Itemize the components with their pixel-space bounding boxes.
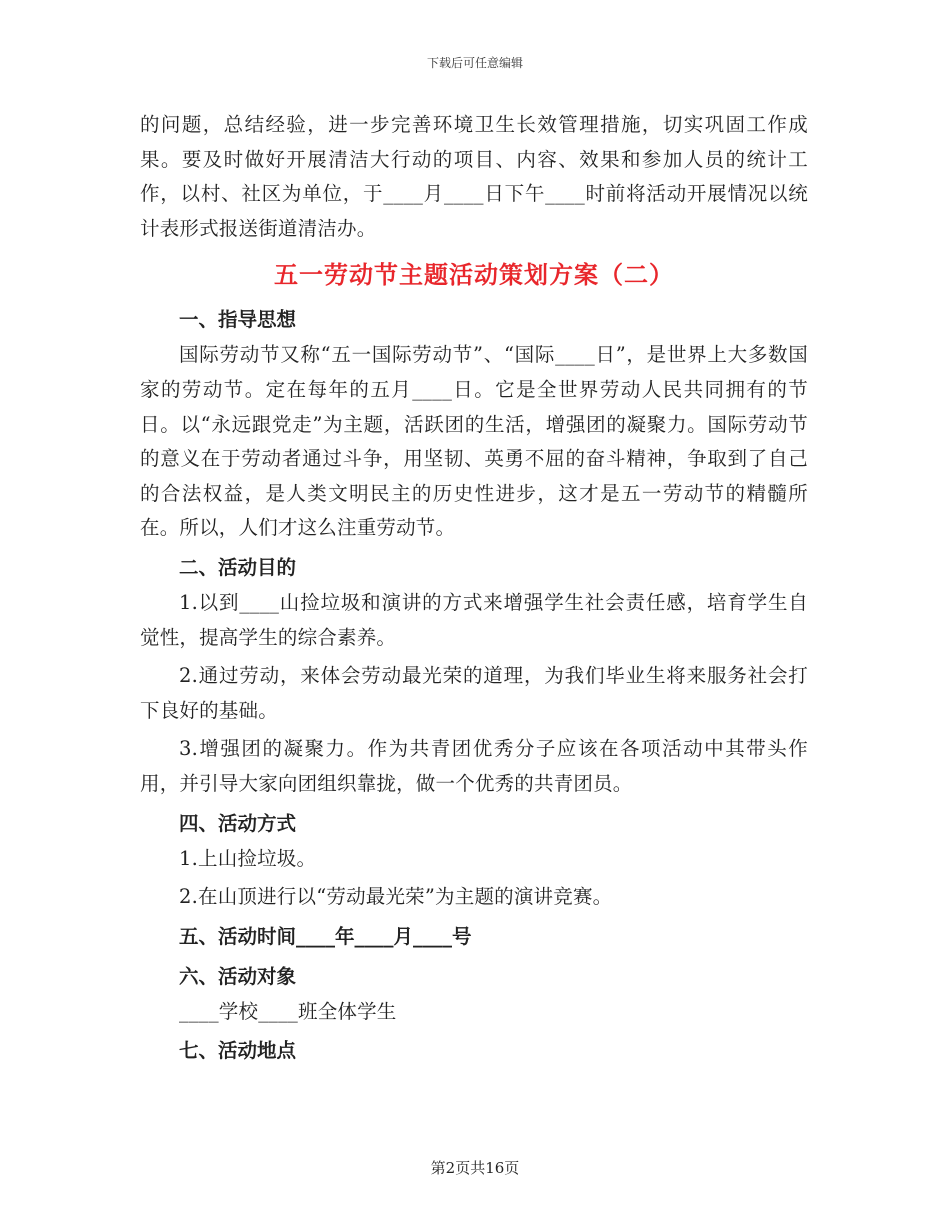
paragraph-purpose-2: 2.通过劳动，来体会劳动最光荣的道理，为我们毕业生将来服务社会打下良好的基础。 — [140, 664, 808, 722]
heading-activity-target: 六、活动对象 — [179, 964, 297, 988]
paragraph-guiding-ideology: 国际劳动节又称“五一国际劳动节”、“国际____日”，是世界上大多数国家的劳动节。定在每年的五月____日。它是全世界劳动人民共同拥有的节日。以“永远跟党走”为主题，活跃团的生活，增强团的凝聚力。国际劳动节的意义在于劳动者通过斗争，用坚韧、英勇不屈的奋斗精神，争取到了自己的合法权益，是人类文明民主的历史性进步，这才是五一劳动节的精髓所在。所以，人们才这么注重劳动节。 — [140, 343, 808, 540]
heading-activity-time: 五、活动时间____年____月____号 — [179, 924, 472, 948]
paragraph-purpose-3: 3.增强团的凝聚力。作为共青团优秀分子应该在各项活动中其带头作用，并引导大家向团组织靠拢，做一个优秀的共青团员。 — [140, 737, 808, 795]
paragraph-purpose-1: 1.以到____山捡垃圾和演讲的方式来增强学生社会责任感，培育学生自觉性，提高学生的综合素养。 — [140, 590, 808, 649]
heading-activity-location: 七、活动地点 — [179, 1039, 297, 1063]
section-title: 五一劳动节主题活动策划方案（二） — [274, 260, 674, 290]
page-header-note: 下载后可任意编辑 — [426, 56, 523, 70]
paragraph-method-1: 1.上山捡垃圾。 — [179, 846, 317, 870]
paragraph-method-2: 2.在山顶进行以“劳动最光荣”为主题的演讲竞赛。 — [179, 885, 613, 909]
paragraph-continuation: 的问题，总结经验，进一步完善环境卫生长效管理措施，切实巩固工作成果。要及时做好开展清洁大行动的项目、内容、效果和参加人员的统计工作，以村、社区为单位，于____月____日下午____时前将活动开展情况以统计表形式报送街道清洁办。 — [140, 113, 808, 240]
heading-guiding-ideology: 一、指导思想 — [179, 308, 297, 332]
heading-activity-purpose: 二、活动目的 — [179, 555, 297, 579]
page-number: 第2页共16页 — [430, 1159, 520, 1177]
heading-activity-method: 四、活动方式 — [179, 811, 297, 835]
paragraph-target: ____学校____班全体学生 — [179, 999, 397, 1023]
document-body — [140, 108, 808, 1069]
